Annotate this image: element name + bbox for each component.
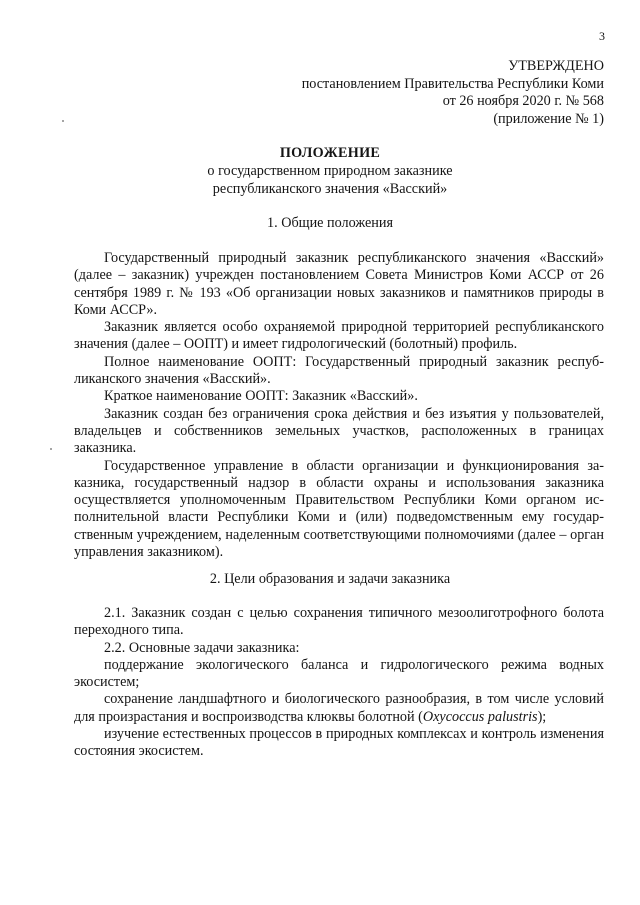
document-subtitle-2: республиканского значения «Васский» <box>212 180 448 197</box>
latin-species-name: Oxycoccus palustris <box>422 708 538 725</box>
section-1-paragraph-5: Заказник создан без ограничения срока действия и без изъятия у пользователей, владельцев и собственников земельных участков, расположенных в границах заказника. <box>74 405 604 457</box>
section-1-paragraph-2: Заказник является особо охраняемой природной территорией республиканского значения (далее – ООПТ) и имеет гидрологический (болотный) профиль. <box>74 319 604 353</box>
approval-line-appendix: (приложение № 1) <box>493 110 604 127</box>
document-header <box>0 145 640 198</box>
section-1-paragraph-3: Полное наименование ООПТ: Государственный природный заказник республиканского значения «Васский». <box>74 353 604 388</box>
document-title: ПОЛОЖЕНИЕ <box>279 145 381 161</box>
section-1-paragraph-6: Государственное управление в области организации и функционирования заказника, государственный надзор в области охраны и использования заказника осуществляется уполномоченным Правительством Республики Коми органом исполнительной власти Республики Коми и (или) подведомственным ему государственным учреждением, наделенным соответствующими полномочиями (далее – орган управления заказником). <box>74 457 604 561</box>
section-2-paragraph-2-2: 2.2. Основные задачи заказника: <box>104 639 300 656</box>
section-2-task-3: изучение естественных процессов в природных комплексах и контроль изменения состояния экосистем. <box>74 726 604 760</box>
section-2-task-2-end: ); <box>537 708 547 725</box>
page-number: 3 <box>599 29 605 43</box>
section-2-task-2-text: сохранение ландшафтного и биологического разнообразия, в том числе условий для произрастания и воспроизводства клюквы болотной ( <box>74 691 604 725</box>
section-2-task-1: поддержание экологического баланса и гидрологического режима водных экосистем; <box>74 656 604 691</box>
section-2-paragraph-2-1: 2.1. Заказник создан с целью сохранения типичного мезоолиготрофного болота переходного типа. <box>74 605 604 639</box>
scan-speck <box>62 120 64 122</box>
approval-line-resolution: постановлением Правительства Республики Коми <box>301 75 604 92</box>
section-2-task-2 <box>74 691 604 726</box>
section-1-paragraph-4: Краткое наименование ООПТ: Заказник «Васский». <box>104 388 418 405</box>
section-1-paragraph-1: Государственный природный заказник республиканского значения «Васский» (далее – заказник) учрежден постановлением Совета Министров Коми АССР от 26 сентября 1989 г. № 193 «Об организации новых заказников и памятников природы в Коми АССР». <box>74 250 604 318</box>
scan-speck <box>50 448 52 450</box>
approval-line-approved: УТВЕРЖДЕНО <box>508 58 604 74</box>
section-1-heading: 1. Общие положения <box>267 215 393 231</box>
section-2-body <box>74 605 604 761</box>
document-subtitle-1: о государственном природном заказнике <box>207 162 453 179</box>
section-2-heading: 2. Цели образования и задачи заказника <box>209 571 451 587</box>
approval-stamp <box>302 58 604 128</box>
approval-line-date: от 26 ноября 2020 г. № 568 <box>442 93 604 109</box>
section-1-body <box>74 250 604 561</box>
